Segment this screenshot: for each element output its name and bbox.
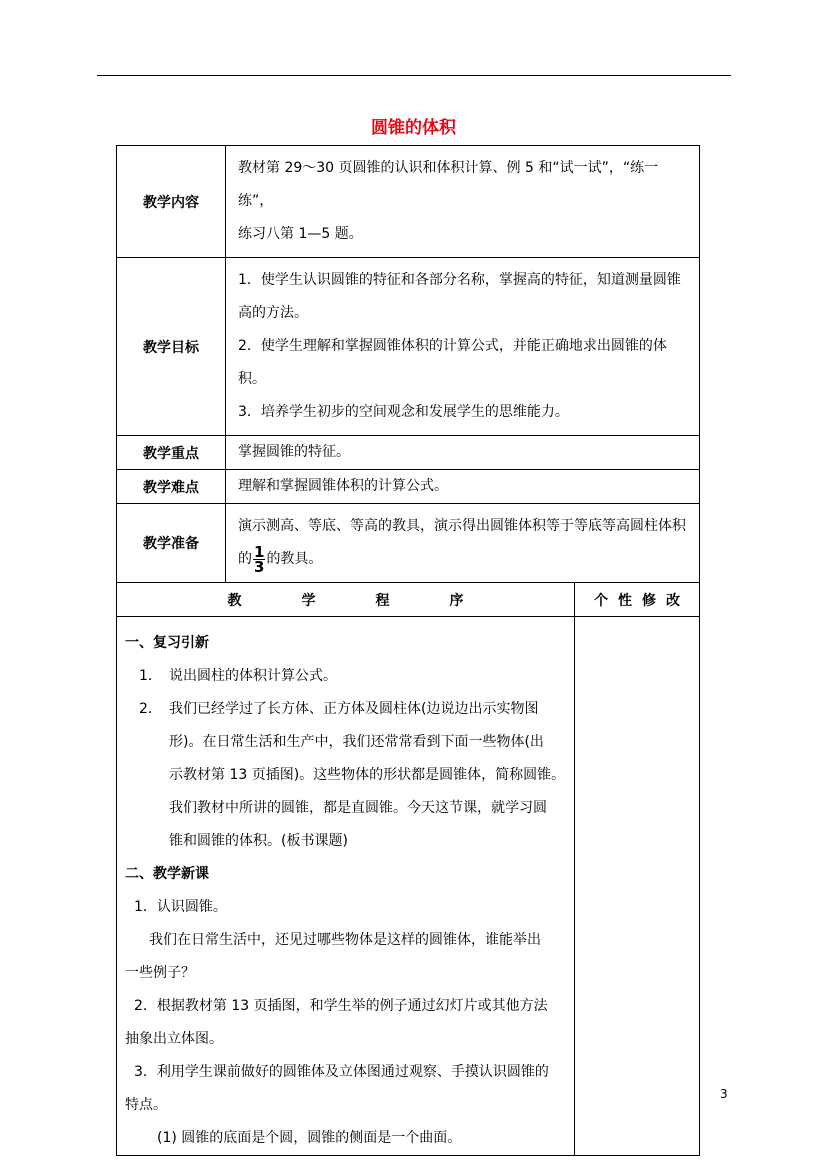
text-line: 2．根据教材第 13 页插图，和学生举的例子通过幻灯片或其他方法 xyxy=(134,998,548,1014)
text-line: 我们在日常生活中，还见过哪些物体是这样的圆锥体，谁能举出 xyxy=(149,932,541,948)
header-char: 修 xyxy=(642,592,656,609)
text-fragment: 的教具。 xyxy=(266,551,323,567)
row-difficulty xyxy=(117,470,700,504)
item-number: 1． xyxy=(139,668,162,684)
text-line: 示教材第 13 页插图)。这些物体的形状都是圆锥体，简称圆锥。 xyxy=(169,767,566,783)
cell-prep xyxy=(226,504,700,583)
row-prep xyxy=(117,504,700,583)
text-line: 一些例子？ xyxy=(125,965,195,981)
fraction-one-third xyxy=(253,542,265,576)
fraction-numerator: 1 xyxy=(254,542,265,561)
header-char: 程 xyxy=(375,592,390,609)
text-line: 我们已经学过了长方体、正方体及圆柱体(边说边出示实物图 xyxy=(169,701,539,717)
row-key xyxy=(117,436,700,470)
row-procedure-body xyxy=(117,617,700,1156)
item-number: 2． xyxy=(139,701,162,717)
procedure-header xyxy=(117,583,575,617)
label-difficulty: 教学难点 xyxy=(117,470,226,504)
cell-key xyxy=(226,436,700,470)
text-line: 2．使学生理解和掌握圆锥体积的计算公式，并能正确地求出圆锥的体积。 xyxy=(238,338,667,387)
text-line: 理解和掌握圆锥体积的计算公式。 xyxy=(238,478,448,494)
header-char: 学 xyxy=(301,592,316,609)
numbered-item xyxy=(125,660,566,693)
header-char: 序 xyxy=(449,592,464,609)
row-content xyxy=(117,146,700,258)
cell-content xyxy=(226,146,700,258)
header-char: 个 xyxy=(594,592,608,609)
text-line: 形)。在日常生活和生产中，我们还常常看到下面一些物体(出 xyxy=(169,734,544,750)
label-goals: 教学目标 xyxy=(117,258,226,436)
page-number: 3 xyxy=(720,1087,728,1101)
label-key: 教学重点 xyxy=(117,436,226,470)
header-char: 性 xyxy=(618,592,632,609)
text-line: 抽象出立体图。 xyxy=(125,1031,223,1047)
item-text xyxy=(169,693,566,858)
text-line: 掌握圆锥的特征。 xyxy=(238,444,350,460)
revision-body xyxy=(575,617,700,1156)
header-char: 教 xyxy=(227,592,242,609)
row-goals xyxy=(117,258,700,436)
row-procedure-header xyxy=(117,583,700,617)
revision-header xyxy=(575,583,700,617)
text-line: 练习八第 1—5 题。 xyxy=(238,226,363,242)
section-heading: 一、复习引新 xyxy=(125,635,209,651)
text-line: 高的方法。 xyxy=(238,305,308,321)
cell-goals xyxy=(226,258,700,436)
text-line: (1) 圆锥的底面是个圆，圆锥的侧面是一个曲面。 xyxy=(157,1130,462,1146)
text-line: 特点。 xyxy=(125,1097,167,1113)
header-char: 改 xyxy=(666,592,680,609)
header-rule xyxy=(97,75,731,76)
lesson-plan-table xyxy=(116,145,700,1156)
label-content: 教学内容 xyxy=(117,146,226,258)
text-line: 锥和圆锥的体积。(板书课题) xyxy=(169,833,348,849)
section-heading: 二、教学新课 xyxy=(125,866,209,882)
numbered-item xyxy=(125,693,566,858)
procedure-body xyxy=(117,617,575,1156)
text-line: 演示测高、等底、等高的教具，演示得出圆锥体积等于等底等高圆柱体积 xyxy=(238,518,686,534)
text-line: 1．认识圆锥。 xyxy=(134,899,227,915)
cell-difficulty xyxy=(226,470,700,504)
item-text: 说出圆柱的体积计算公式。 xyxy=(169,668,337,684)
text-line: 我们教材中所讲的圆锥，都是直圆锥。今天这节课，就学习圆 xyxy=(169,800,547,816)
text-line xyxy=(238,543,691,576)
text-line: 3．利用学生课前做好的圆锥体及立体图通过观察、手摸认识圆锥的 xyxy=(134,1064,549,1080)
label-prep: 教学准备 xyxy=(117,504,226,583)
text-line: 教材第 29～30 页圆锥的认识和体积计算、例 5 和“试一试”，“练一练”， xyxy=(238,160,659,209)
page-title: 圆锥的体积 xyxy=(371,118,456,138)
text-fragment: 的 xyxy=(238,551,252,567)
text-line: 3．培养学生初步的空间观念和发展学生的思维能力。 xyxy=(238,404,569,420)
text-line: 1．使学生认识圆锥的特征和各部分名称，掌握高的特征，知道测量圆锥 xyxy=(238,272,681,288)
fraction-denominator: 3 xyxy=(254,557,265,576)
